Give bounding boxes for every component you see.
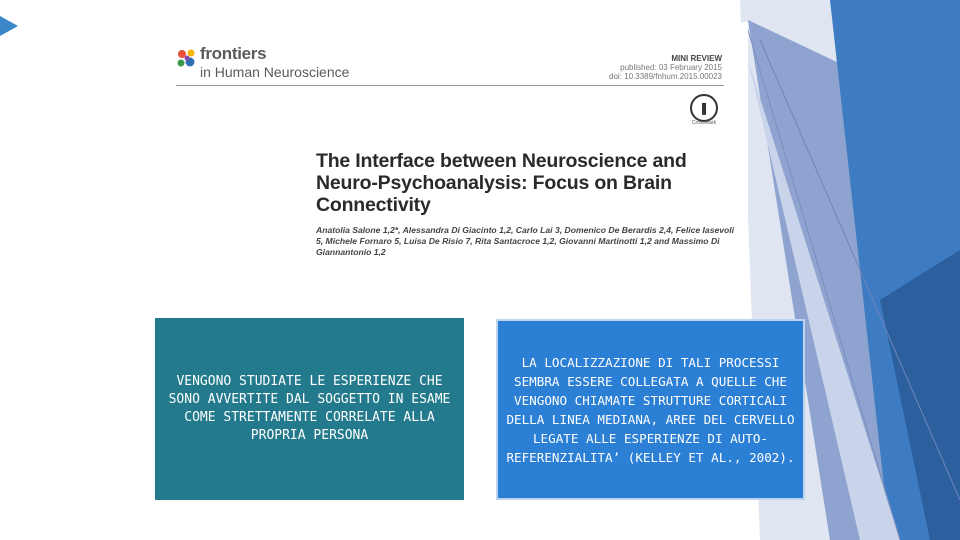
crossmark-icon: ❚ xyxy=(690,94,718,122)
article-authors: Anatolia Salone 1,2*, Alessandra Di Giacinto 1,2, Carlo Lai 3, Domenico De Berardis 2,4, Felice Iasevoli 5, Michele Fornaro 5, Luisa De Risio 7, Rita Santacroce 1,2, Giovanni Martinotti 1,2 and Massimo Di Giannantonio 1,2 xyxy=(316,225,735,257)
article-meta xyxy=(609,54,722,81)
left-box-text: VENGONO STUDIATE LE ESPERIENZE CHE SONO AVVERTITE DAL SOGGETTO IN ESAME COME STRETTAMENTE CORRELATE ALLA PROPRIA PERSONA xyxy=(168,374,451,443)
article-type: MINI REVIEW xyxy=(671,54,722,63)
header-divider xyxy=(176,85,724,86)
doi-text: doi: 10.3389/fnhum.2015.00023 xyxy=(609,72,722,81)
published-date: published: 03 February 2015 xyxy=(620,63,722,72)
frontiers-logo-icon xyxy=(176,48,198,70)
crossmark-label: CrossMark xyxy=(691,120,717,126)
right-text-box xyxy=(496,319,805,500)
journal-subtitle: in Human Neuroscience xyxy=(200,64,350,80)
left-text-box xyxy=(155,318,464,500)
journal-name: frontiers xyxy=(200,44,267,63)
right-box-text: LA LOCALIZZAZIONE DI TALI PROCESSI SEMBRA ESSERE COLLEGATA A QUELLE CHE VENGONO CHIAMATE STRUTTURE CORTICALI DELLA LINEA MEDIANA, AREE DEL CERVELLO LEGATE ALLE ESPERIENZE DI AUTO-REFERENZIALITA’ (KELLEY ET AL., 2002). xyxy=(506,354,795,465)
article-header-image xyxy=(158,22,748,262)
bullet-arrow-icon xyxy=(0,16,18,36)
article-title: The Interface between Neuroscience and Neuro-Psychoanalysis: Focus on Brain Connectivity xyxy=(316,150,687,216)
